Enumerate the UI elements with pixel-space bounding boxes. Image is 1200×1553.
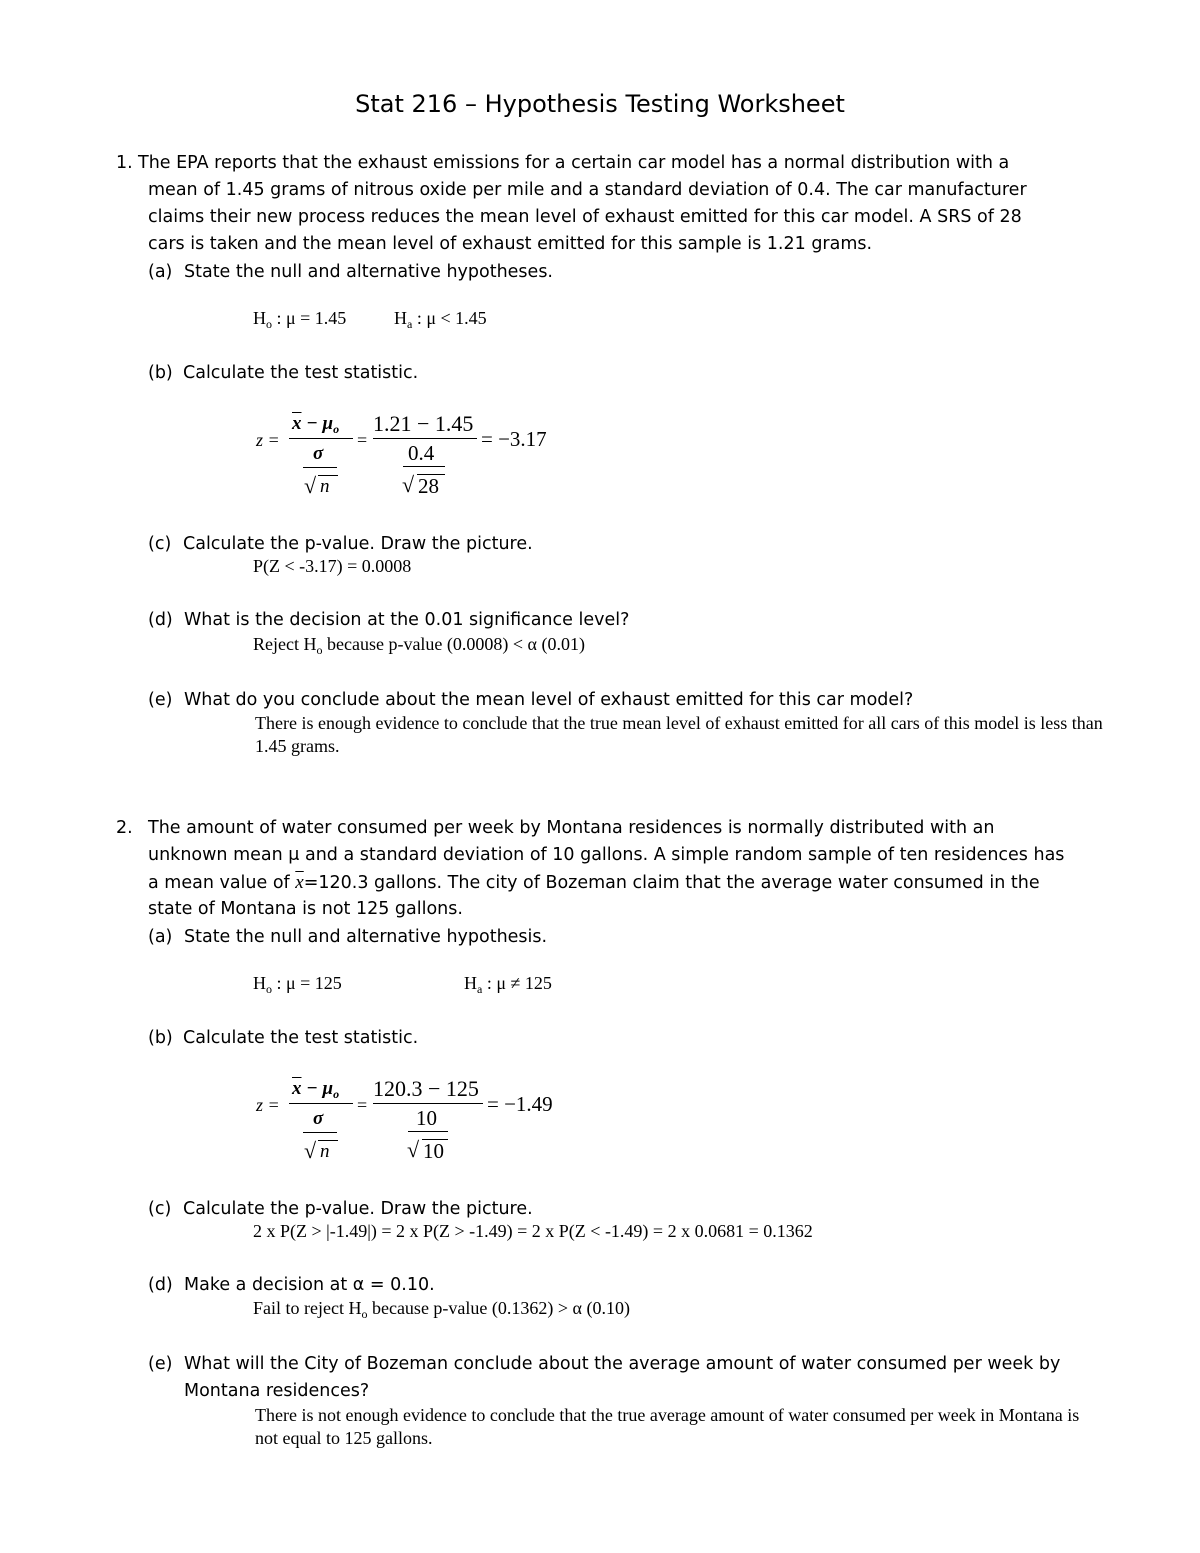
q2b-value-fraction-bar (373, 1103, 483, 1104)
q2b-label: (b) (148, 1028, 173, 1048)
q2b-den-sqrt-sign: √ (407, 1137, 420, 1162)
q1-text-line-4: cars is taken and the mean level of exhaust emitted for this sample is 1.21 grams. (148, 234, 873, 254)
q1e-answer: There is enough evidence to conclude that the true mean level of exhaust emitted for all cars of this model is less than 1.45 grams. (255, 713, 1103, 756)
q2-text-line-2: unknown mean μ and a standard deviation of 10 gallons. A simple random sample of ten residences has (148, 845, 1065, 865)
q1b-sqrt-sign: √ (304, 473, 317, 498)
q1d-answer: Reject $H_o$ because p-value (0.0008) < α (0.01) (253, 634, 585, 657)
q1b-den-sqrt-sign: √ (402, 472, 415, 497)
q2d-answer: Fail to reject $H_o$ because p-value (0.1362) > α (0.10) (253, 1298, 630, 1321)
q2a-alt-hypothesis: $H_a$ : μ ≠ 125 (464, 973, 552, 996)
q1b-result: = −3.17 (481, 427, 547, 451)
q2b-den-sigma: 10 (416, 1106, 437, 1130)
q2d-question: Make a decision at α = 0.10. (184, 1275, 435, 1295)
q2-text-line-3: a mean value of $\overline{x}=120.3$ gallons. The city of Bozeman claim that the average water consumed in the (148, 872, 1040, 893)
q2e-question-line-1: What will the City of Bozeman conclude about the average amount of water consumed per week by (184, 1354, 1061, 1374)
q1a-null-hypothesis: $H_o$ : μ = 1.45 (253, 308, 347, 331)
q2b-result: = −1.49 (487, 1092, 553, 1116)
q1a-label: (a) (148, 262, 173, 282)
page-title: Stat 216 – Hypothesis Testing Worksheet (355, 90, 845, 118)
q1b-equals: = (357, 430, 368, 450)
q1b-den-n: 28 (418, 474, 439, 498)
q1d-label: (d) (148, 610, 173, 630)
q1e-label: (e) (148, 690, 173, 710)
q1d-question: What is the decision at the 0.01 significance level? (184, 610, 630, 630)
q2-xbar-symbol: $\overline{x}$ (295, 872, 304, 893)
q2b-den-n: 10 (423, 1139, 444, 1163)
q2c-answer: 2 x P(Z > |-1.49|) = 2 x P(Z > -1.49) = 2 x P(Z < -1.49) = 2 x 0.0681 = 0.1362 (253, 1221, 813, 1241)
q1b-z-label: z = (256, 430, 280, 450)
q1b-sigma-bar (303, 467, 337, 468)
q1-number: 1. (116, 153, 133, 173)
q1e-question: What do you conclude about the mean level of exhaust emitted for this car model? (184, 690, 914, 710)
q1b-den-sigma: 0.4 (408, 441, 435, 465)
q2a-question: State the null and alternative hypothesis. (184, 927, 548, 947)
q2b-z-label: z = (256, 1095, 280, 1115)
q2a-null-hypothesis: $H_o$ : μ = 125 (253, 973, 342, 996)
q1c-answer: P(Z < -3.17) = 0.0008 (253, 556, 412, 576)
q2-text-line-4: state of Montana is not 125 gallons. (148, 899, 463, 919)
q2b-main-fraction-bar (289, 1103, 353, 1104)
q1-text-line-3: claims their new process reduces the mean level of exhaust emitted for this car model. A SRS of 28 (148, 207, 1022, 227)
q1c-question: Calculate the p-value. Draw the picture. (183, 534, 533, 554)
q2c-question: Calculate the p-value. Draw the picture. (183, 1199, 533, 1219)
q1c-label: (c) (148, 534, 172, 554)
q2b-xbar-minus-mu: $\overline{x} - \mu_o$ (292, 1078, 340, 1101)
q2a-label: (a) (148, 927, 173, 947)
q1b-value-fraction-bar (373, 438, 477, 439)
q1a-alt-hypothesis: $H_a$ : μ < 1.45 (394, 308, 487, 331)
q1a-question: State the null and alternative hypotheses. (184, 262, 553, 282)
q2b-equals: = (357, 1095, 368, 1115)
q2e-question-line-2: Montana residences? (184, 1381, 370, 1401)
q2b-question: Calculate the test statistic. (183, 1028, 419, 1048)
q1-text-line-1: The EPA reports that the exhaust emissions for a certain car model has a normal distribution with a (138, 153, 1010, 173)
q2b-numerator: 120.3 − 125 (373, 1076, 479, 1101)
q2b-sigma-bar (303, 1132, 337, 1133)
q2b-sqrt-sign: √ (304, 1138, 317, 1163)
q1b-main-fraction-bar (289, 438, 353, 439)
q1b-question: Calculate the test statistic. (183, 363, 419, 383)
q1b-numerator: 1.21 − 1.45 (373, 411, 474, 436)
q2b-den-bar (408, 1131, 448, 1132)
q2-number: 2. (116, 818, 133, 838)
q1b-sqrt-n: n (320, 476, 330, 497)
q1-text-line-2: mean of 1.45 grams of nitrous oxide per mile and a standard deviation of 0.4. The car manufacturer (148, 180, 1027, 200)
q2b-sqrt-n: n (320, 1141, 330, 1162)
q1b-den-bar (403, 466, 445, 467)
q1b-xbar-minus-mu: $\overline{x} - \mu_o$ (292, 413, 340, 436)
q2d-label: (d) (148, 1275, 173, 1295)
q1b-sigma: σ (313, 443, 324, 464)
q2b-sigma: σ (313, 1108, 324, 1129)
q2e-answer: There is not enough evidence to conclude that the true average amount of water consumed per week in Montana is not equal to 125 gallons. (255, 1405, 1080, 1448)
q2e-label: (e) (148, 1354, 173, 1374)
q1b-label: (b) (148, 363, 173, 383)
q2c-label: (c) (148, 1199, 172, 1219)
q2-text-line-1: The amount of water consumed per week by Montana residences is normally distributed with an (148, 818, 995, 838)
